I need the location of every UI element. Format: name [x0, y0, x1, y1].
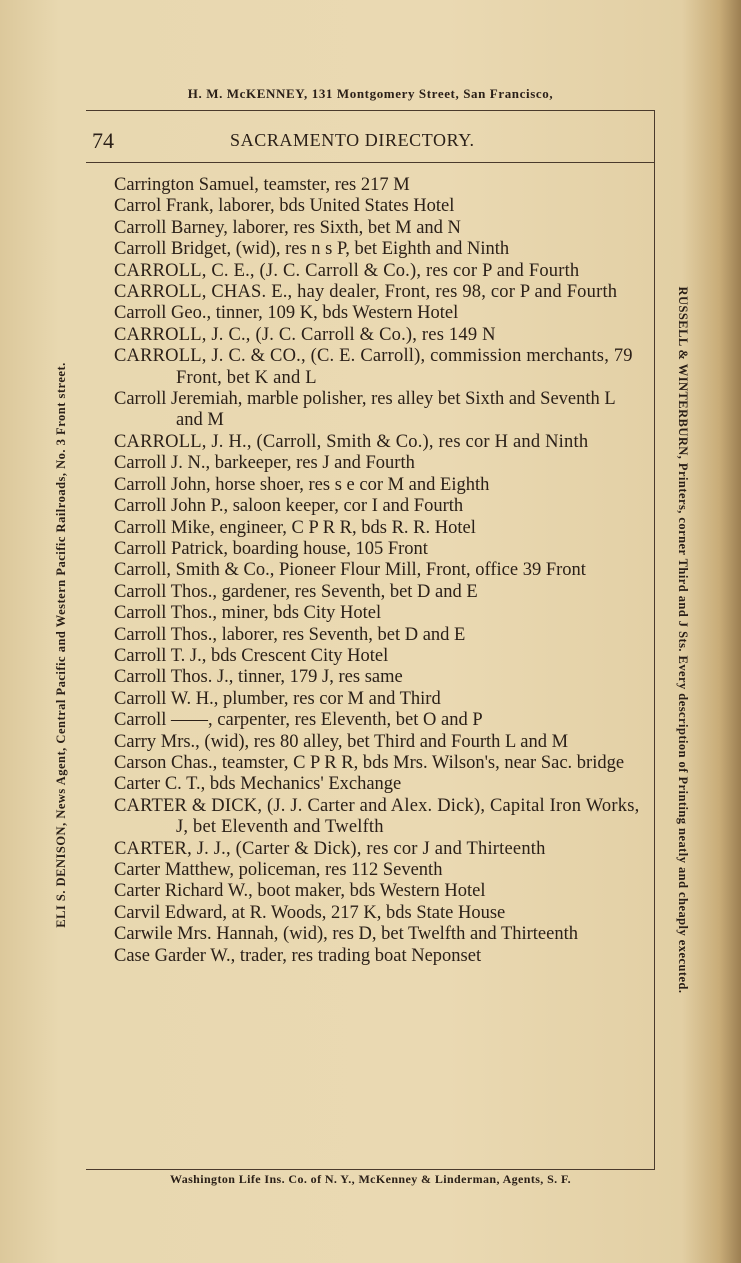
directory-entry: Case Garder W., trader, res trading boat Neponset	[114, 945, 482, 966]
directory-entry: Carter Matthew, policeman, res 112 Seventh	[114, 860, 443, 880]
directory-entry: Carroll John, horse shoer, res s e cor M and Eighth	[114, 474, 490, 495]
directory-entry: Carrington Samuel, teamster, res 217 M	[114, 175, 410, 195]
directory-entry: CARROLL, J. C. & CO., (C. E. Carroll), commission merchants, 79 Front, bet K and L	[114, 346, 633, 388]
directory-entry: Carroll John P., saloon keeper, cor I and Fourth	[114, 496, 464, 517]
directory-entry: CARROLL, CHAS. E., hay dealer, Front, res 98, cor P and Fourth	[114, 282, 618, 303]
directory-entry: CARROLL, J. H., (Carroll, Smith & Co.), res cor H and Ninth	[114, 431, 589, 452]
directory-entry: Carroll J. N., barkeeper, res J and Fourth	[114, 453, 415, 474]
directory-entry: Carter Richard W., boot maker, bds Western Hotel	[114, 881, 486, 902]
directory-entry: Carroll Barney, laborer, res Sixth, bet M and N	[114, 217, 461, 238]
directory-entry: Carroll, Smith & Co., Pioneer Flour Mill, Front, office 39 Front	[114, 560, 586, 581]
directory-entry: Carroll Thos., laborer, res Seventh, bet D and E	[114, 624, 466, 645]
directory-entry: Carroll Mike, engineer, C P R R, bds R. R. Hotel	[114, 517, 476, 538]
directory-entry: Carroll Thos., miner, bds City Hotel	[114, 603, 382, 624]
header-rule	[86, 162, 654, 163]
left-margin-advertisement: ELI S. DENISON, News Agent, Central Pacific and Western Pacific Railroads, No. 3 Front street.	[54, 362, 68, 928]
directory-entry: CARTER & DICK, (J. J. Carter and Alex. Dick), Capital Iron Works, J, bet Eleventh and Twelfth	[114, 795, 640, 838]
directory-entry: Carrol Frank, laborer, bds United States Hotel	[114, 196, 455, 217]
directory-entry: CARTER, J. J., (Carter & Dick), res cor J and Thirteenth	[114, 838, 546, 859]
directory-entry: Carvil Edward, at R. Woods, 217 K, bds State House	[114, 902, 506, 923]
directory-entry: Carroll Thos., gardener, res Seventh, bet D and E	[114, 581, 478, 602]
page-number: 74	[92, 128, 114, 153]
top-advertisement: H. M. McKENNEY, 131 Montgomery Street, San Francisco,	[187, 86, 554, 101]
right-margin-advertisement: RUSSELL & WINTERBURN, Printers, corner Third and J Sts. Every description of Printing neatly and cheaply executed.	[676, 286, 690, 994]
directory-entry: Carroll W. H., plumber, res cor M and Third	[114, 688, 441, 709]
running-head: SACRAMENTO DIRECTORY.	[230, 130, 475, 150]
directory-entry: Carwile Mrs. Hannah, (wid), res D, bet Twelfth and Thirteenth	[114, 924, 578, 945]
directory-entry: Carson Chas., teamster, C P R R, bds Mrs. Wilson's, near Sac. bridge	[114, 752, 625, 773]
directory-entries	[114, 175, 642, 967]
directory-entry: Carroll Jeremiah, marble polisher, res alley bet Sixth and Seventh L and M	[114, 389, 616, 431]
bottom-advertisement: Washington Life Ins. Co. of N. Y., McKenney & Linderman, Agents, S. F.	[169, 1172, 572, 1186]
directory-entry: Carroll ——, carpenter, res Eleventh, bet O and P	[114, 710, 483, 731]
directory-entry: Carroll Bridget, (wid), res n s P, bet Eighth and Ninth	[114, 239, 510, 260]
directory-entry: Carry Mrs., (wid), res 80 alley, bet Third and Fourth L and M	[114, 731, 569, 752]
directory-entry: Carter C. T., bds Mechanics' Exchange	[114, 774, 402, 795]
directory-entry: Carroll Patrick, boarding house, 105 Front	[114, 538, 428, 559]
directory-entry: Carroll T. J., bds Crescent City Hotel	[114, 645, 389, 666]
directory-entry: Carroll Thos. J., tinner, 179 J, res same	[114, 667, 403, 688]
directory-entry: CARROLL, J. C., (J. C. Carroll & Co.), res 149 N	[114, 324, 496, 345]
directory-entry: Carroll Geo., tinner, 109 K, bds Western Hotel	[114, 303, 459, 324]
directory-entry: CARROLL, C. E., (J. C. Carroll & Co.), res cor P and Fourth	[114, 260, 580, 281]
